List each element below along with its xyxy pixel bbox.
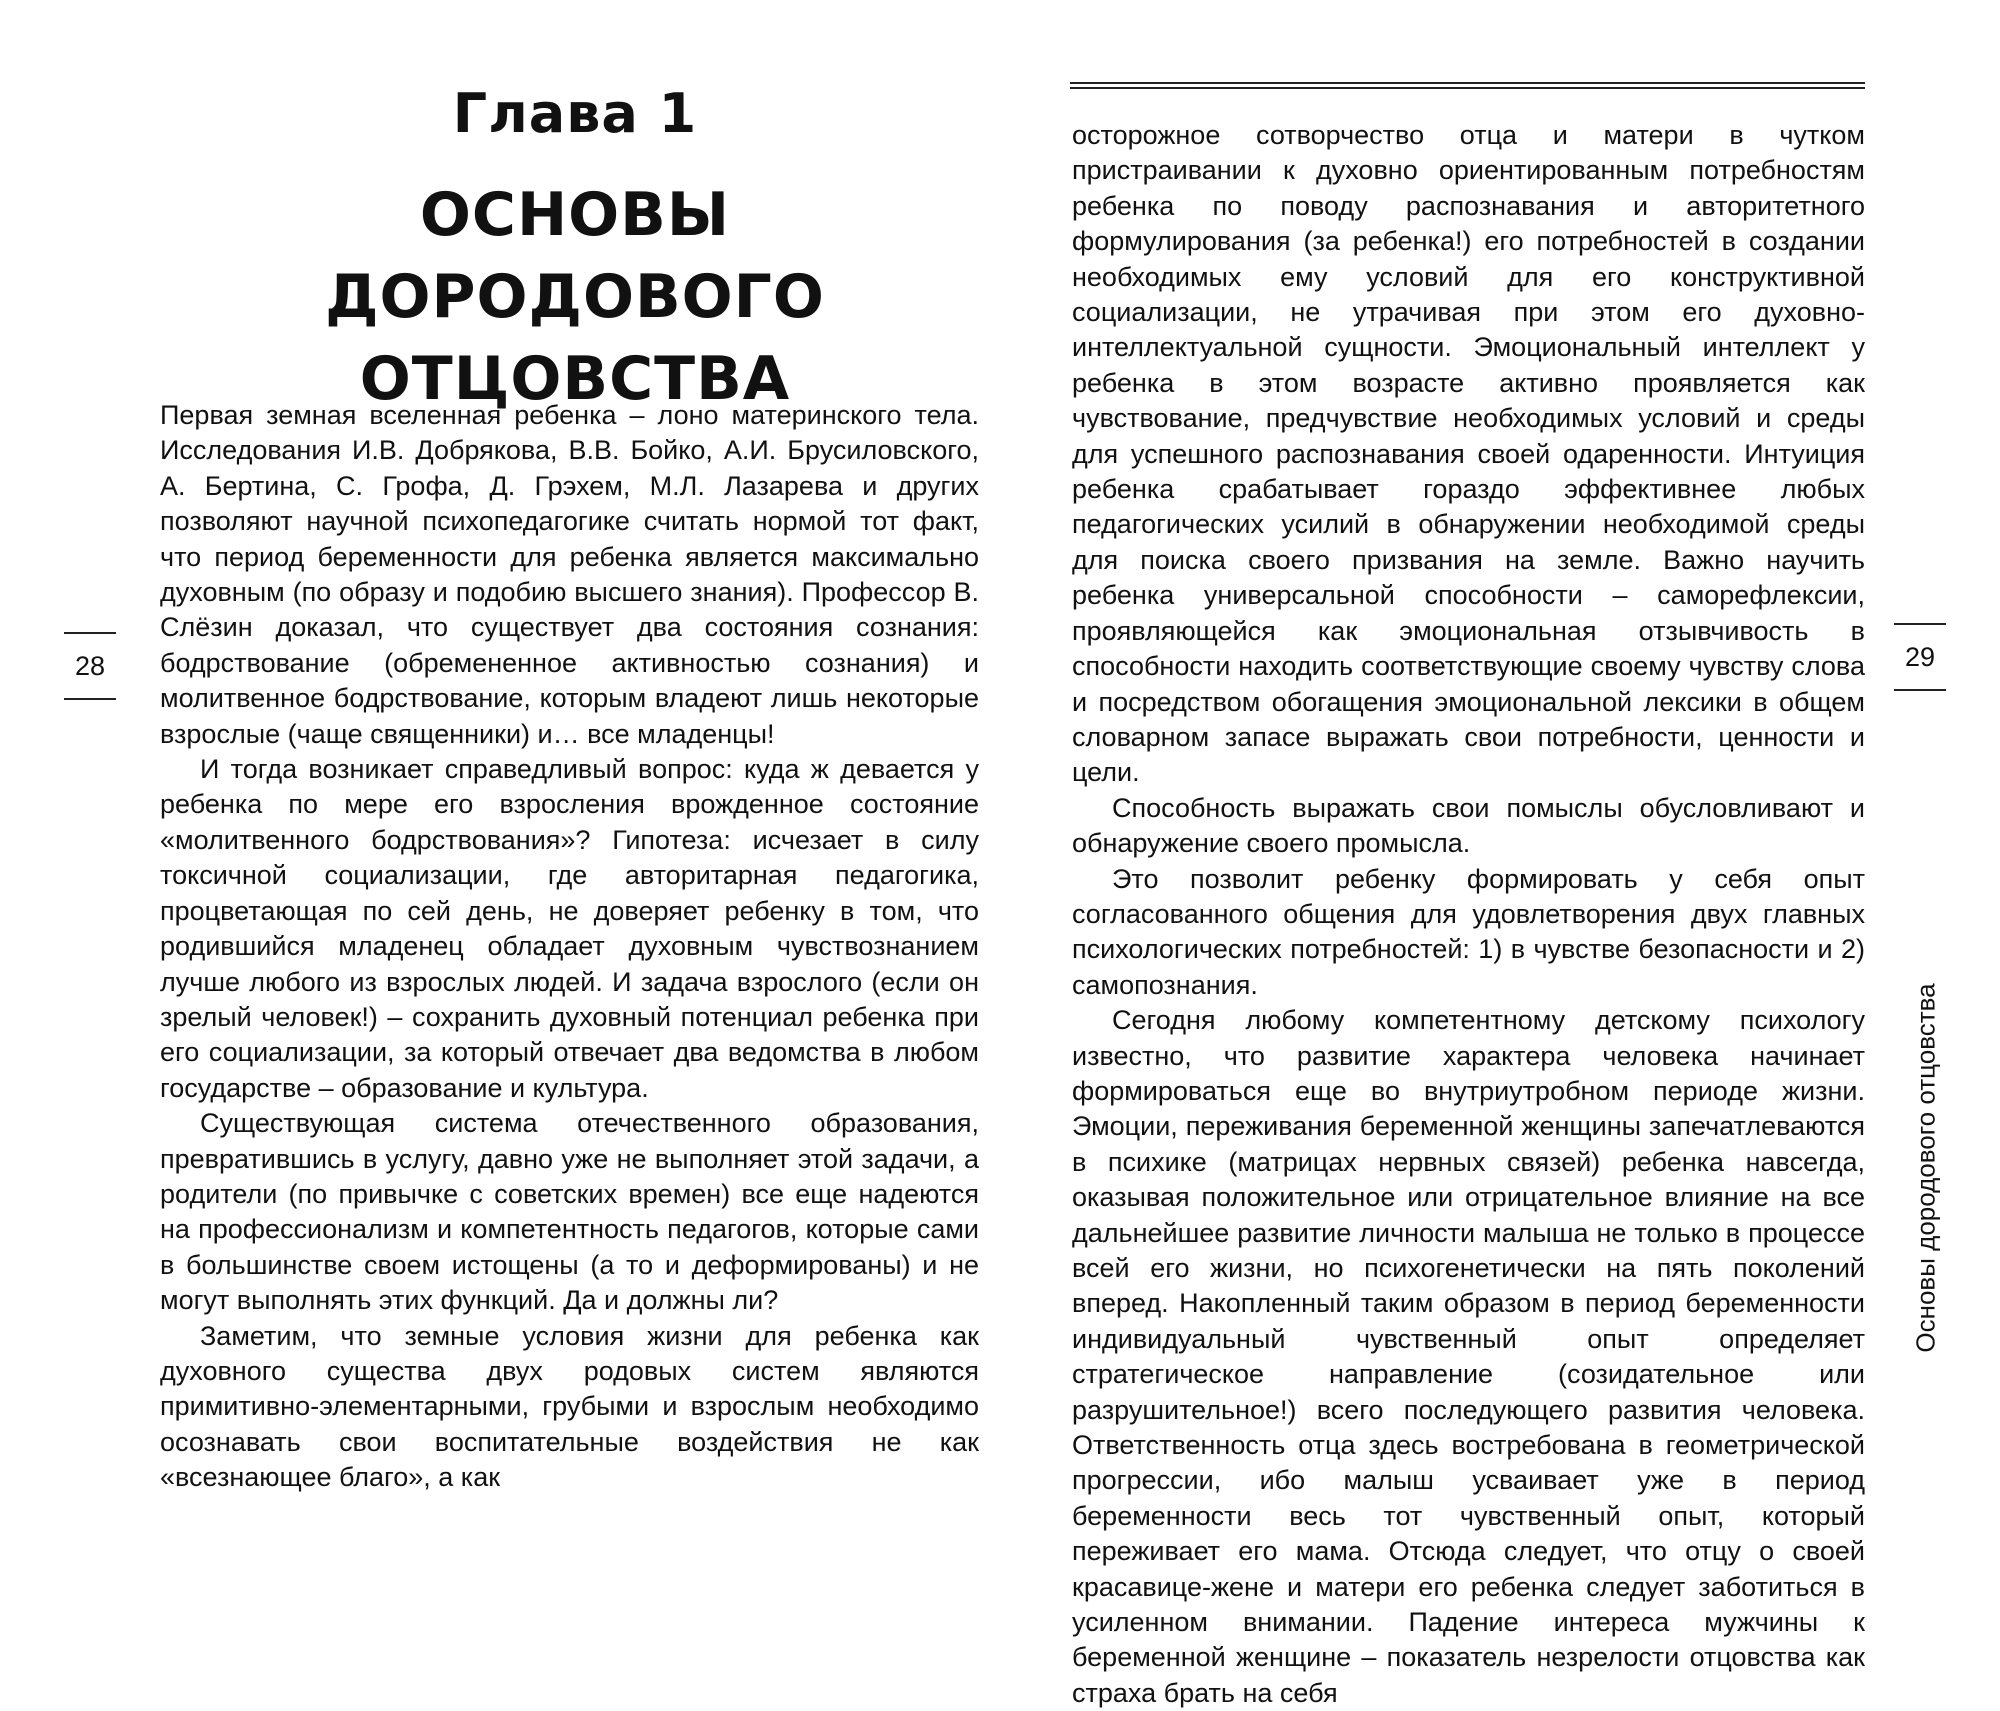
chapter-title-line-2: ОТЦОВСТВА [359,344,791,414]
chapter-label: Глава 1 [452,82,698,145]
page-number-right [1890,623,1950,691]
left-body-text [160,398,979,1496]
paragraph: осторожное сотворчество отца и матери в чутком пристраивании к духовно ориентированным потребностям ребенка по поводу распознавания и авторитетного формулирования (за ребенка!) его потребностей в создании необходимых ему условий для его конструктивной социализации, не утрачивая при этом его духовно-интеллектуальной сущности. Эмоциональный интеллект у ребенка в этом возрасте активно проявляется как чувствование, предчувствие необходимых условий и среды для успешного распознавания своей одаренности. Интуиция ребенка срабатывает гораздо эффективнее любых педагогических усилий в обнаружении необходимой среды для поиска своего призвания на земле. Важно научить ребенка универсальной способности – саморефлексии, проявляющейся как эмоциональная отзывчивость в способности находить соответствующие своему чувству слова и посредством обогащения эмоциональной лексики в общем словарном запасе выражать свои потребности, ценности и цели. [1072,120,1865,788]
paragraph: Это позволит ребенку формировать у себя опыт согласованного общения для удовлетворения двух главных психологических потребностей: 1) в чувстве безопасности и 2) самопознания. [1072,863,1865,1000]
chapter-title [160,174,990,420]
paragraph: Существующая система отечественного образования, превратившись в услугу, давно уже не выполняет этой задачи, а родители (по привычке с советских времен) все еще надеются на профессионализм и компетентность педагогов, которые сами в большинстве своем истощены (а то и деформированы) и не могут выполнять этих функций. Да и должны ли? [160,1108,979,1316]
paragraph: И тогда возникает справедливый вопрос: куда ж девается у ребенка по мере его взросления врожденное состояние «молитвенного бодрствования»? Гипотеза: исчезает в силу токсичной социализации, где авторитарная педагогика, процветающая по сей день, не доверяет ребенку в том, что родившийся младенец обладает духовным чувствознанием лучше любого из взрослых людей. И задача взрослого (если он зрелый человек!) – сохранить духовный потенциал ребенка при его социализации, за который отвечает два ведомства в любом государстве – образование и культура. [160,754,979,1103]
page-number-left [60,632,120,700]
left-page [0,0,1010,1577]
right-page [1010,0,2000,1708]
chapter-title-line-1: ОСНОВЫ ДОРОДОВОГО [325,180,825,332]
paragraph: Заметим, что земные условия жизни для ребенка как духовного существа двух родовых систем являются примитивно-элементарными, грубыми и взрослым необходимо осознавать свои воспитательные воздействия не как «всезнающее благо», а как [160,1320,979,1493]
page-number-text: 28 [74,651,106,681]
folio-rule-bottom [64,698,116,700]
folio-rule-top [1894,623,1946,625]
paragraph: Первая земная вселенная ребенка – лоно материнского тела. Исследования И.В. Добрякова, В.В. Бойко, А.И. Брусиловского, А. Бертина, С. Грофа, Д. Грэхем, М.Л. Лазарева и других позволяют научной психопедагогике считать нормой тот факт, что период беременности для ребенка является максимально духовным (по образу и подобию высшего знания). Профессор В. Слёзин доказал, что существует два состояния сознания: бодрствование (обремененное активностью сознания) и молитвенное бодрствование, которым владеют лишь некоторые взрослые (чаще священники) и… все младенцы! [160,400,979,749]
paragraph: Сегодня любому компетентному детскому психологу известно, что развитие характера человека начинает формироваться еще во внутриутробном периоде жизни. Эмоции, переживания беременной женщины запечатлеваются в психике (матрицах нервных связей) ребенка навсегда, оказывая положительное или отрицательное влияние на все дальнейшее развитие личности малыша не только в процессе всей его жизни, но психогенетически на пять поколений вперед. Накопленный таким образом в период беременности индивидуальный чувственный опыт определяет стратегическое направление (созидательное или разрушительное!) всего последующего развития человека. Ответственность отца здесь востребована в геометрической прогрессии, ибо малыш усваивает уже в период беременности весь тот чувственный опыт, который переживает его мама. Отсюда следует, что отцу о своей красавице-жене и матери его ребенка следует заботиться в усиленном внимании. Падение интереса мужчины к беременной женщине – показатель незрелости отцовства как страха брать на себя [1072,1005,1865,1708]
folio-rule-bottom [1894,689,1946,691]
page-number-text: 29 [1904,642,1936,672]
header-double-rule [1070,82,1865,89]
paragraph: Способность выражать свои помыслы обусловливают и обнаружение своего промысла. [1072,792,1865,859]
running-head: Основы дородового отцовства [1910,983,1941,1353]
folio-rule-top [64,632,116,634]
right-body-text [1072,118,1865,1711]
